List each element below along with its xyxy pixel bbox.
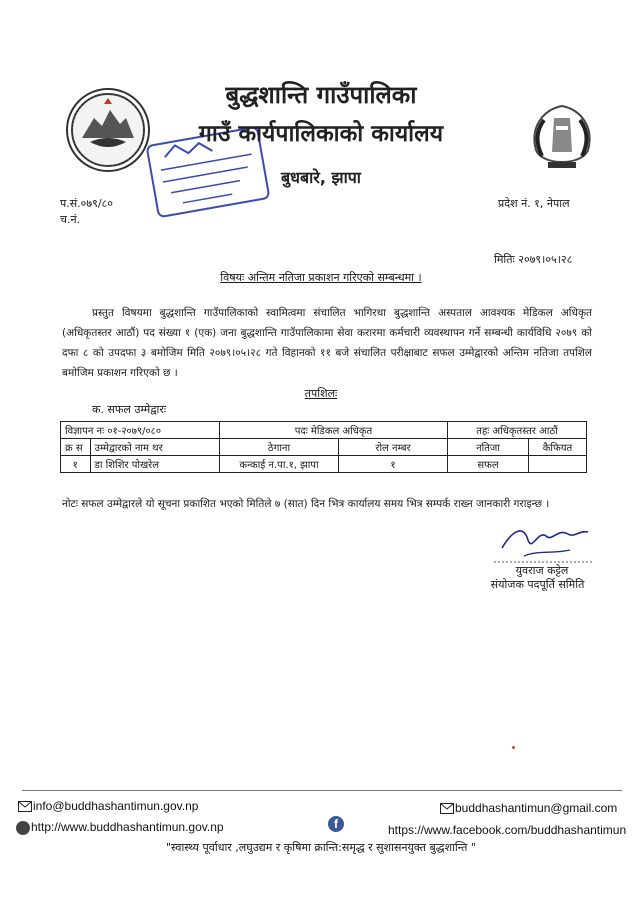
header-result: नतिजा	[448, 439, 529, 456]
footer-email-primary	[18, 799, 198, 813]
office-title-line1: बुद्धशान्ति गाउँपालिका	[225, 81, 417, 109]
letter-date: मितिः २०७९।०५।२८	[494, 253, 573, 266]
mail-icon	[18, 801, 32, 812]
details-heading: तपशिलः	[304, 387, 338, 400]
mail-icon	[440, 803, 454, 814]
cell-address: कन्काई न.पा.१, झापा	[220, 456, 339, 473]
website-link[interactable]: http://www.buddhashantimun.gov.np	[31, 820, 224, 834]
header-roll: रोल नम्बर	[339, 439, 448, 456]
advert-number: विज्ञापन नः ०१-२०७९/०८०	[61, 422, 220, 439]
letter-body: प्रस्तुत विषयमा बुद्धशान्ति गाउँपालिकाको स्वामित्वमा संचालित भागिरथा बुद्धशान्ति अस्पताल आवश्यक मेडिकल अधिकृत (अधिकृतस्तर आठौं) पद संख्या १ (एक) जना बुद्धशान्ति गाउँपालिकामा सेवा करारमा कर्मचारी व्यवस्थापन गर्ने सम्बन्धी कार्यविधि २०७९ को दफा ८ को उपदफा ३ बमोजिम मिति २०७९।०५।२८ गते विहानको ११ बजे संचालित परीक्षाबाट सफल उम्मेद्वारको अन्तिम नतिजा तपशिल बमोजिम प्रकाशन गरिएको छ ।	[62, 307, 592, 379]
email-link-secondary[interactable]: buddhashantimun@gmail.com	[455, 801, 618, 815]
footer-facebook-link[interactable]: https://www.facebook.com/buddhashantimun	[388, 823, 627, 837]
facebook-icon[interactable]: f	[328, 816, 344, 832]
cell-name: डा शिशिर पोखरेल	[90, 456, 219, 473]
globe-icon	[16, 821, 30, 835]
dispatch-number: च.नं.	[60, 213, 81, 226]
footer-divider	[22, 790, 622, 791]
results-table	[60, 421, 587, 473]
table-info-row	[61, 422, 587, 439]
office-title-line2: गाउँ कार्यपालिकाको कार्यालय	[198, 121, 444, 147]
header-remarks: कैफियत	[529, 439, 587, 456]
letter-number: प.सं.०७९/८०	[60, 197, 113, 210]
cell-result: सफल	[448, 456, 529, 473]
cell-remarks	[529, 456, 587, 473]
email-link-primary[interactable]: info@buddhashantimun.gov.np	[33, 799, 199, 813]
footer-slogan: "स्वास्थ्य पूर्वाधार ,लघुउद्यम र कृषिमा क्रान्ति:समृद्ध र सुशासनयुक्त बुद्धशान्ति "	[166, 841, 476, 854]
cell-roll: १	[339, 456, 448, 473]
cell-serial: १	[61, 456, 91, 473]
office-address: बुधबारे, झापा	[281, 168, 361, 187]
post-level: तहः अधिकृतस्तर आठौं	[448, 422, 587, 439]
footer-email-secondary	[440, 801, 617, 815]
letter-subject: विषयः अन्तिम नतिजा प्रकाशन गरिएको सम्बन्धमा ।	[220, 271, 422, 284]
signatory-title: संयोजक पदपूर्ति समिति	[490, 578, 585, 591]
header-address: ठेगाना	[220, 439, 339, 456]
handwritten-signature	[494, 518, 594, 564]
header-serial: क्र स	[61, 439, 91, 456]
notice-note: नोटः सफल उम्मेद्वारले यो सूचना प्रकाशित भएको मितिले ७ (सात) दिन भित्र कार्यालय समय भित्र सम्पर्क राख्न जानकारी गराइन्छ ।	[62, 498, 550, 510]
table-header-row	[61, 439, 587, 456]
footer-website	[16, 820, 224, 835]
category-label: क. सफल उम्मेद्वारः	[92, 403, 167, 416]
header-name: उम्मेद्वारको नाम थर	[90, 439, 219, 456]
table-row	[61, 456, 587, 473]
province-label: प्रदेश नं. १, नेपाल	[498, 197, 570, 210]
ink-dot	[512, 746, 515, 749]
post-name: पदः मेडिकल अधिकृत	[220, 422, 448, 439]
signatory-name: युवराज कट्टेल	[515, 564, 569, 577]
